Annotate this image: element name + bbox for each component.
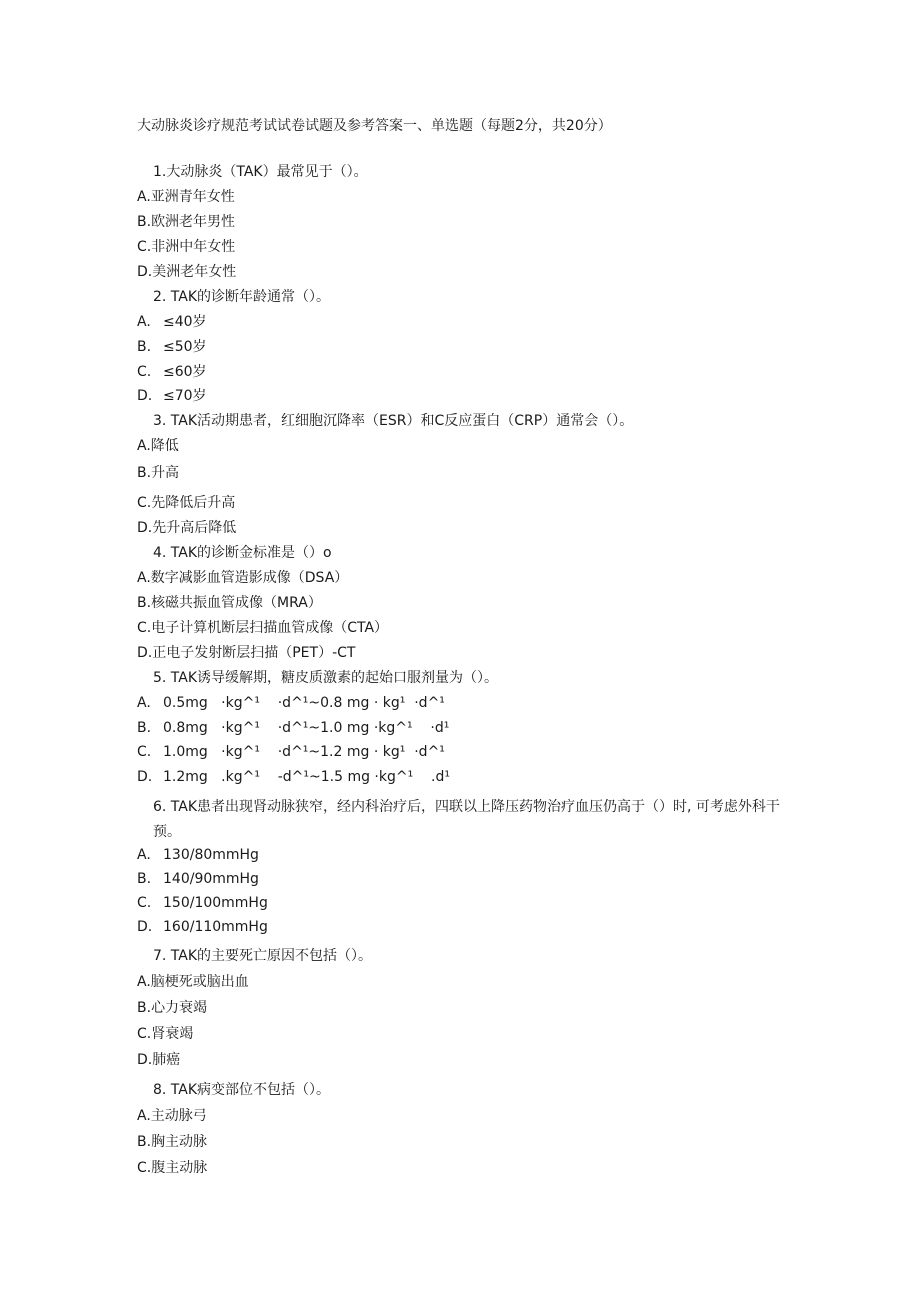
option-letter: B. (137, 465, 152, 481)
option-letter: C. (137, 1026, 152, 1042)
option-a (137, 845, 259, 865)
option-d (137, 386, 207, 406)
option-b (137, 718, 449, 738)
option-a (137, 1106, 207, 1126)
option-b (137, 463, 179, 483)
option-b (137, 869, 259, 889)
option-text: 160/110mmHg (163, 919, 268, 935)
option-letter: D. (137, 1052, 153, 1068)
option-b (137, 998, 207, 1018)
option-letter: C. (137, 239, 152, 255)
option-letter: A. (137, 1108, 151, 1124)
option-c (137, 1158, 207, 1178)
option-text: 肺癌 (152, 1052, 181, 1068)
option-letter: D. (137, 645, 153, 661)
question-stem: 3. TAK活动期患者，红细胞沉降率（ESR）和C反应蛋白（CRP）通常会（）。 (153, 413, 634, 429)
option-text: 0.5mg ·kg^¹ ·d^¹~0.8 mg · kg¹ ·d^¹ (163, 695, 445, 711)
question-stem: 1.大动脉炎（TAK）最常见于（）。 (153, 164, 368, 180)
option-b (137, 337, 207, 357)
question-stem: 4. TAK的诊断金标准是（）o (153, 545, 332, 561)
option-d (137, 643, 355, 663)
option-c (137, 742, 445, 762)
option-letter: D. (137, 388, 153, 404)
option-d (137, 262, 236, 282)
option-letter: B. (137, 214, 152, 230)
option-c (137, 237, 235, 257)
option-letter: C. (137, 744, 152, 760)
question-stem: 6. TAK患者出现肾动脉狭窄，经内科治疗后，四联以上降压药物治疗血压仍高于（）时, 可考虑外科干预。 (153, 799, 780, 840)
option-text: 先升高后降低 (152, 520, 237, 536)
option-d (137, 1050, 180, 1070)
option-letter: A. (137, 847, 151, 863)
option-letter: D. (137, 769, 153, 785)
option-text: 0.8mg ·kg^¹ ·d^¹~1.0 mg ·kg^¹ ·d¹ (163, 720, 450, 736)
option-text: 胸主动脉 (151, 1134, 208, 1150)
option-text: 美洲老年女性 (152, 264, 237, 280)
option-text: ≤60岁 (163, 364, 207, 380)
option-text: 欧洲老年男性 (151, 214, 236, 230)
option-text: 脑梗死或脑出血 (150, 974, 249, 990)
option-letter: B. (137, 720, 152, 736)
question-stem: 2. TAK的诊断年龄通常（）。 (153, 289, 331, 305)
option-c (137, 493, 235, 513)
option-text: 肾衰竭 (151, 1026, 194, 1042)
option-letter: A. (137, 314, 151, 330)
option-text: 正电子发射断层扫描（PET）-CT (152, 645, 356, 661)
option-text: 主动脉弓 (150, 1108, 207, 1124)
option-c (137, 893, 268, 913)
option-letter: B. (137, 1000, 152, 1016)
option-letter: D. (137, 520, 153, 536)
option-text: 非洲中年女性 (151, 239, 236, 255)
option-a (137, 568, 348, 588)
option-letter: B. (137, 871, 152, 887)
option-c (137, 618, 388, 638)
option-letter: B. (137, 339, 152, 355)
option-text: 先降低后升高 (151, 495, 236, 511)
option-text: 腹主动脉 (151, 1160, 208, 1176)
option-letter: A. (137, 189, 151, 205)
option-c (137, 1024, 193, 1044)
option-text: 数字减影血管造影成像（DSA） (150, 570, 349, 586)
option-text: 130/80mmHg (163, 847, 259, 863)
option-a (137, 436, 179, 456)
option-letter: A. (137, 570, 151, 586)
question-stem: 7. TAK的主要死亡原因不包括（）。 (153, 948, 373, 964)
option-letter: A. (137, 695, 151, 711)
option-letter: D. (137, 264, 153, 280)
option-text: 降低 (150, 438, 179, 454)
option-d (137, 767, 450, 787)
option-a (137, 312, 207, 332)
option-b (137, 593, 322, 613)
option-letter: C. (137, 1160, 152, 1176)
option-text: 升高 (151, 465, 180, 481)
option-b (137, 1132, 207, 1152)
option-text: 1.2mg .kg^¹ -d^¹~1.5 mg ·kg^¹ .d¹ (163, 769, 450, 785)
option-letter: B. (137, 595, 152, 611)
option-text: 150/100mmHg (163, 895, 268, 911)
option-text: 电子计算机断层扫描血管成像（CTA） (151, 620, 389, 636)
question-stem: 5. TAK诱导缓解期，糖皮质激素的起始口服剂量为（）。 (153, 670, 499, 686)
option-text: 亚洲青年女性 (150, 189, 235, 205)
option-c (137, 362, 207, 382)
option-a (137, 187, 235, 207)
option-text: 140/90mmHg (163, 871, 259, 887)
option-letter: A. (137, 974, 151, 990)
option-text: 1.0mg ·kg^¹ ·d^¹~1.2 mg · kg¹ ·d^¹ (163, 744, 445, 760)
option-d (137, 917, 268, 937)
option-letter: C. (137, 620, 152, 636)
option-d (137, 518, 236, 538)
page-title: 大动脉炎诊疗规范考试试卷试题及参考答案一、单选题（每题2分，共20分） (137, 118, 612, 134)
option-a (137, 972, 249, 992)
option-letter: C. (137, 495, 152, 511)
option-text: 心力衰竭 (151, 1000, 208, 1016)
option-text: 核磁共振血管成像（MRA） (151, 595, 322, 611)
option-letter: C. (137, 364, 152, 380)
option-letter: D. (137, 919, 153, 935)
option-letter: C. (137, 895, 152, 911)
option-text: ≤40岁 (163, 314, 207, 330)
option-letter: B. (137, 1134, 152, 1150)
question-stem: 8. TAK病变部位不包括（）。 (153, 1082, 331, 1098)
option-text: ≤70岁 (163, 388, 207, 404)
option-a (137, 693, 445, 713)
option-b (137, 212, 235, 232)
option-text: ≤50岁 (163, 339, 207, 355)
option-letter: A. (137, 438, 151, 454)
